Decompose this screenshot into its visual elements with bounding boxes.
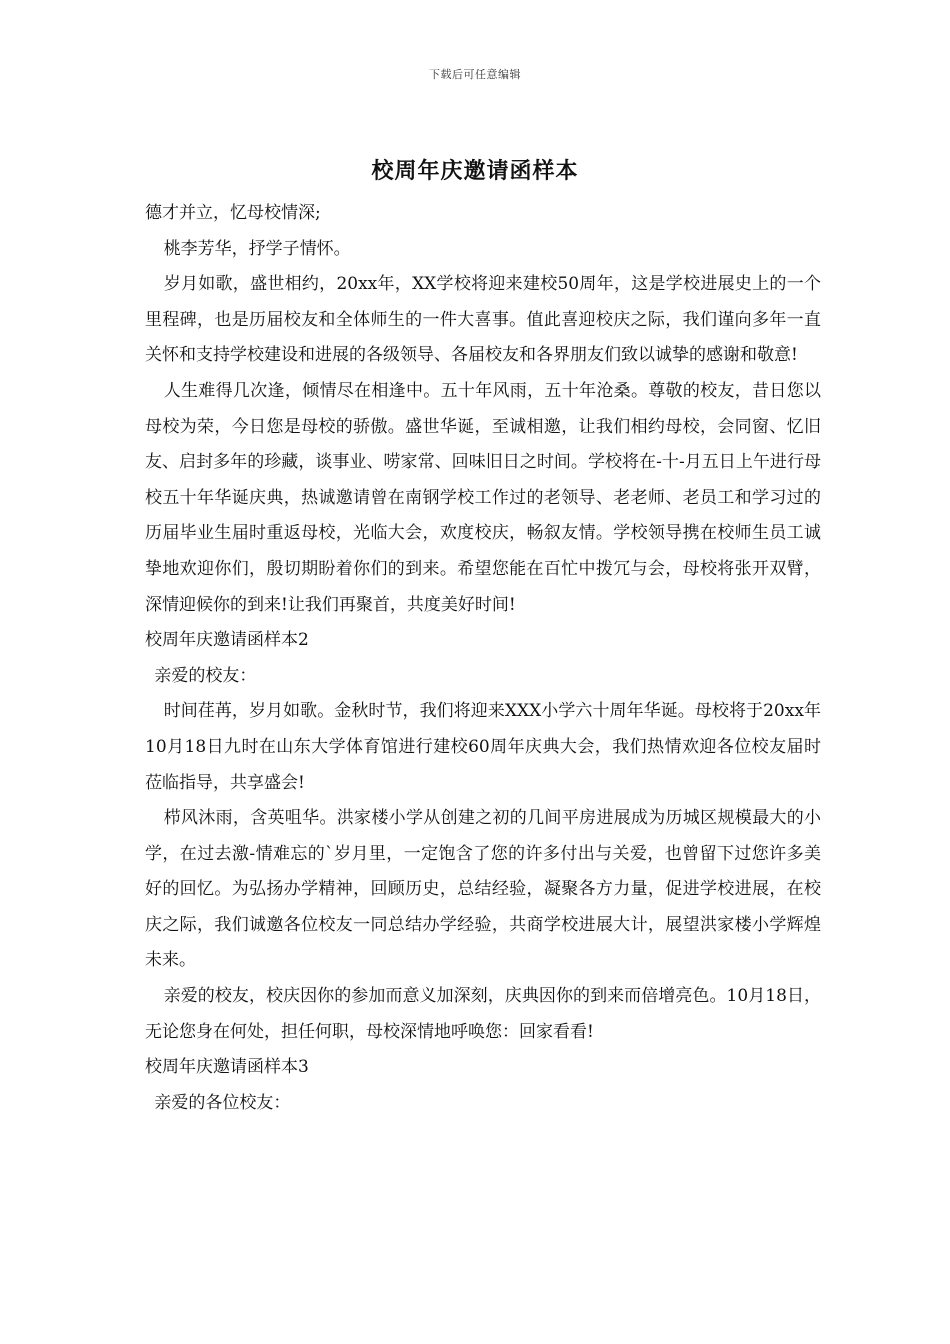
paragraph-opening-line-1: 德才并立，忆母校情深;	[145, 203, 321, 223]
paragraph-invitation-1: 人生难得几次逢，倾情尽在相逢中。五十年风雨，五十年沧桑。尊敬的校友，昔日您以母校为荣，今日您是母校的骄傲。盛世华诞，至诚相邀，让我们相约母校，会同窗、忆旧友、启封多年的珍藏，谈事业、唠家常、回味旧日之时间。学校将在-十-月五日上午进行母校五十年华诞庆典，热诚邀请曾在南钢学校工作过的老领导、老老师、老员工和学习过的历届毕业生届时重返母校，光临大会，欢度校庆，畅叙友情。学校领导携在校师生员工诚挚地欢迎你们，殷切期盼着你们的到来。希望您能在百忙中拨冗与会，母校将张开双臂，深情迎候你的到来!让我们再聚首，共度美好时间!	[145, 380, 821, 615]
paragraph-sample-2-intro: 时间荏苒，岁月如歌。金秋时节，我们将迎来XXX小学六十周年华诞。母校将于20xx年10月18日九时在山东大学体育馆进行建校60周年庆典大会，我们热情欢迎各位校友届时莅临指导，共享盛会!	[145, 701, 821, 793]
section-heading-sample-3: 校周年庆邀请函样本3	[145, 1057, 309, 1078]
page-header-note: 下载后可任意编辑	[429, 68, 521, 81]
paragraph-anniversary-intro: 岁月如歌，盛世相约，20xx年，XX学校将迎来建校50周年，这是学校进展史上的一个里程碑，也是历届校友和全体师生的一件大喜事。值此喜迎校庆之际，我们谨向多年一直关怀和支持学校建设和进展的各级领导、各届校友和各界朋友们致以诚挚的感谢和敬意!	[145, 274, 821, 366]
document-title: 校周年庆邀请函样本	[371, 158, 579, 184]
paragraph-opening-line-2: 桃李芳华，抒学子情怀。	[163, 238, 351, 259]
paragraph-sample-2-closing: 亲爱的校友，校庆因你的参加而意义加深刻，庆典因你的到来而倍增亮色。10月18日，无论您身在何处，担任何职，母校深情地呼唤您：回家看看!	[145, 986, 821, 1042]
document-body	[145, 196, 821, 1121]
paragraph-salutation-2: 亲爱的校友：	[154, 665, 257, 686]
paragraph-sample-2-history: 栉风沐雨，含英咀华。洪家楼小学从创建之初的几间平房进展成为历城区规模最大的小学，在过去激-情难忘的`岁月里，一定饱含了您的许多付出与关爱，也曾留下过您许多美好的回忆。为弘扬办学精神，回顾历史，总结经验，凝聚各方力量，促进学校进展，在校庆之际，我们诚邀各位校友一同总结办学经验，共商学校进展大计，展望洪家楼小学辉煌未来。	[145, 808, 821, 971]
section-heading-sample-2: 校周年庆邀请函样本2	[145, 630, 309, 651]
paragraph-salutation-3: 亲爱的各位校友：	[154, 1092, 291, 1113]
